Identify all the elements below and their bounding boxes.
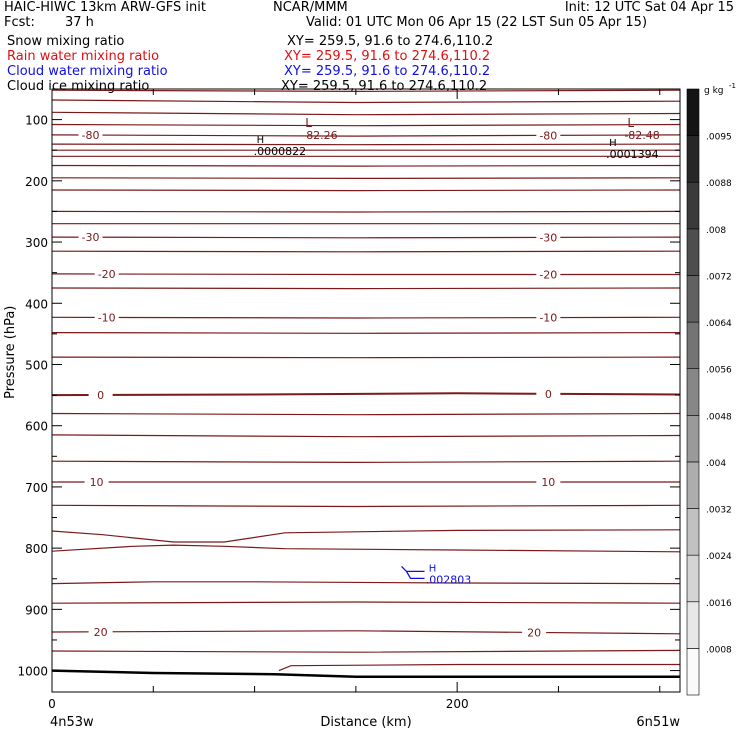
colorbar-unit-exponent: -1 bbox=[729, 82, 736, 90]
isotherm-line bbox=[52, 393, 680, 395]
isotherm-line bbox=[52, 530, 680, 542]
y-tick-label: 200 bbox=[25, 174, 48, 189]
x-tick-label: 0 bbox=[48, 697, 56, 711]
extremum-h-marker: H bbox=[609, 137, 617, 149]
colorbar bbox=[687, 82, 736, 695]
colorbar-label: .0095 bbox=[706, 132, 732, 143]
colorbar-label: .0008 bbox=[706, 645, 732, 656]
model-title: HAIC-HIWC 13km ARW-GFS init bbox=[4, 0, 206, 15]
isotherm-line bbox=[52, 144, 680, 145]
isotherm-line bbox=[52, 237, 680, 238]
isotherm-line bbox=[52, 211, 680, 212]
y-tick-label: 700 bbox=[25, 480, 48, 495]
isotherm-line bbox=[52, 650, 680, 652]
isotherm-label: -20 bbox=[97, 267, 116, 281]
forecast-hours: 37 h bbox=[65, 15, 94, 30]
isotherm-label: -20 bbox=[539, 268, 558, 282]
field-name-snow: Snow mixing ratio bbox=[7, 34, 125, 49]
colorbar-swatch bbox=[687, 136, 699, 183]
field-xy-rain: XY= 259.5, 91.6 to 274.6,110.2 bbox=[284, 49, 491, 64]
ground-surface-line bbox=[52, 671, 680, 677]
extremum-value: -82.48 bbox=[624, 128, 660, 142]
forecast-label: Fcst: bbox=[4, 15, 35, 30]
colorbar-swatch bbox=[687, 229, 699, 276]
isotherm-label: 10 bbox=[89, 476, 104, 490]
terrain-surface bbox=[52, 671, 680, 677]
isotherm-label: 20 bbox=[527, 626, 542, 640]
field-name-cloud-ice: Cloud ice mixing ratio bbox=[7, 79, 150, 94]
y-axis-label: Pressure (hPa) bbox=[3, 305, 18, 399]
colorbar-swatch bbox=[687, 462, 699, 509]
colorbar-swatch bbox=[687, 509, 699, 556]
y-tick-label: 600 bbox=[25, 419, 48, 434]
isotherm-line bbox=[279, 665, 680, 671]
isotherm-line bbox=[52, 631, 680, 634]
field-name-cloud-water: Cloud water mixing ratio bbox=[7, 64, 168, 79]
isotherm-line bbox=[52, 602, 680, 603]
y-tick-label: 800 bbox=[25, 542, 48, 557]
colorbar-label: .0056 bbox=[706, 365, 732, 376]
isotherm-line bbox=[52, 274, 680, 275]
y-tick-label: 100 bbox=[25, 113, 48, 128]
isotherm-line bbox=[52, 251, 680, 252]
isotherm-line bbox=[52, 100, 680, 103]
colorbar-label: .008 bbox=[706, 225, 727, 236]
isotherm-label: 20 bbox=[93, 625, 108, 639]
isotherm-line bbox=[52, 333, 680, 334]
extremum-value: .002803 bbox=[425, 573, 472, 587]
isotherm-line bbox=[52, 435, 680, 437]
isotherm-label: 0 bbox=[97, 388, 105, 402]
isotherm-line bbox=[52, 288, 680, 289]
isotherm-line bbox=[52, 112, 680, 114]
isotherm-line bbox=[52, 135, 680, 136]
colorbar-swatch bbox=[687, 89, 699, 136]
x-axis bbox=[48, 89, 660, 711]
field-name-rain: Rain water mixing ratio bbox=[7, 49, 160, 64]
colorbar-label: .0048 bbox=[706, 412, 732, 423]
colorbar-swatch bbox=[687, 322, 699, 369]
colorbar-label: .0032 bbox=[706, 505, 732, 516]
y-tick-label: 500 bbox=[25, 358, 48, 373]
isotherm-label: -30 bbox=[539, 231, 558, 245]
right-location-label: 6n51w bbox=[636, 715, 680, 730]
isotherm-line bbox=[52, 166, 680, 167]
extremum-l-marker: L bbox=[627, 115, 635, 130]
colorbar-swatch bbox=[687, 415, 699, 462]
isotherm-line bbox=[52, 125, 680, 126]
y-tick-label: 300 bbox=[25, 236, 48, 251]
x-tick-label: 200 bbox=[445, 697, 469, 711]
field-xy-cloud-water: XY= 259.5, 91.6 to 274.6,110.2 bbox=[284, 64, 491, 79]
temperature-contours bbox=[52, 90, 680, 670]
colorbar-label: .0064 bbox=[706, 319, 732, 330]
extremum-h-marker: H bbox=[428, 563, 437, 575]
field-xy-snow: XY= 259.5, 91.6 to 274.6,110.2 bbox=[287, 34, 494, 49]
isotherm-label: -80 bbox=[539, 129, 558, 143]
isotherm-line bbox=[52, 505, 680, 506]
colorbar-swatch bbox=[687, 275, 699, 322]
colorbar-label: .0088 bbox=[706, 179, 732, 190]
left-location-label: 4n53w bbox=[50, 715, 94, 730]
field-xy-cloud-ice: XY= 259.5, 91.6 to 274.6,110.2 bbox=[281, 79, 488, 94]
isotherm-line bbox=[52, 357, 680, 358]
organization-label: NCAR/MMM bbox=[273, 0, 348, 15]
x-axis-label: Distance (km) bbox=[320, 715, 412, 730]
colorbar-swatch bbox=[687, 182, 699, 229]
isotherm-line bbox=[52, 582, 680, 584]
init-time: Init: 12 UTC Sat 04 Apr 15 bbox=[564, 0, 734, 15]
isotherm-label: -10 bbox=[97, 311, 116, 325]
isotherm-label: -30 bbox=[81, 231, 100, 245]
colorbar-swatch bbox=[687, 648, 699, 695]
isotherm-label: 10 bbox=[541, 476, 556, 490]
isotherm-line bbox=[52, 190, 680, 191]
y-tick-label: 1000 bbox=[17, 664, 48, 679]
isotherm-label: -10 bbox=[539, 311, 558, 325]
colorbar-label: .0016 bbox=[706, 598, 732, 609]
extremum-h-marker: H bbox=[256, 134, 265, 146]
wind-barb-icon bbox=[402, 566, 425, 578]
y-tick-label: 900 bbox=[25, 603, 48, 618]
isotherm-line bbox=[52, 461, 680, 462]
colorbar-label: .0024 bbox=[706, 552, 732, 563]
extremum-value: .0001394 bbox=[606, 147, 659, 161]
y-tick-label: 400 bbox=[25, 297, 48, 312]
colorbar-swatch bbox=[687, 369, 699, 416]
isotherm-line bbox=[52, 414, 680, 415]
colorbar-label: .004 bbox=[706, 458, 727, 469]
isotherm-line bbox=[52, 545, 680, 552]
colorbar-unit: g kg bbox=[704, 86, 724, 96]
extremum-value: .0000822 bbox=[253, 144, 307, 158]
y-axis bbox=[17, 114, 680, 679]
colorbar-swatch bbox=[687, 555, 699, 602]
extremum-l-marker: L bbox=[305, 115, 312, 130]
extrema-markers bbox=[254, 116, 660, 586]
colorbar-swatch bbox=[687, 602, 699, 649]
isotherm-label: 0 bbox=[544, 387, 552, 401]
isotherm-line bbox=[52, 90, 680, 91]
extremum-value: -82.26 bbox=[302, 128, 338, 142]
isotherm-line bbox=[52, 317, 680, 318]
isotherm-line bbox=[52, 178, 680, 179]
valid-time: Valid: 01 UTC Mon 06 Apr 15 (22 LST Sun 05 Apr 15) bbox=[306, 15, 648, 30]
isotherm-label: -80 bbox=[81, 129, 100, 143]
colorbar-label: .0072 bbox=[706, 272, 732, 283]
